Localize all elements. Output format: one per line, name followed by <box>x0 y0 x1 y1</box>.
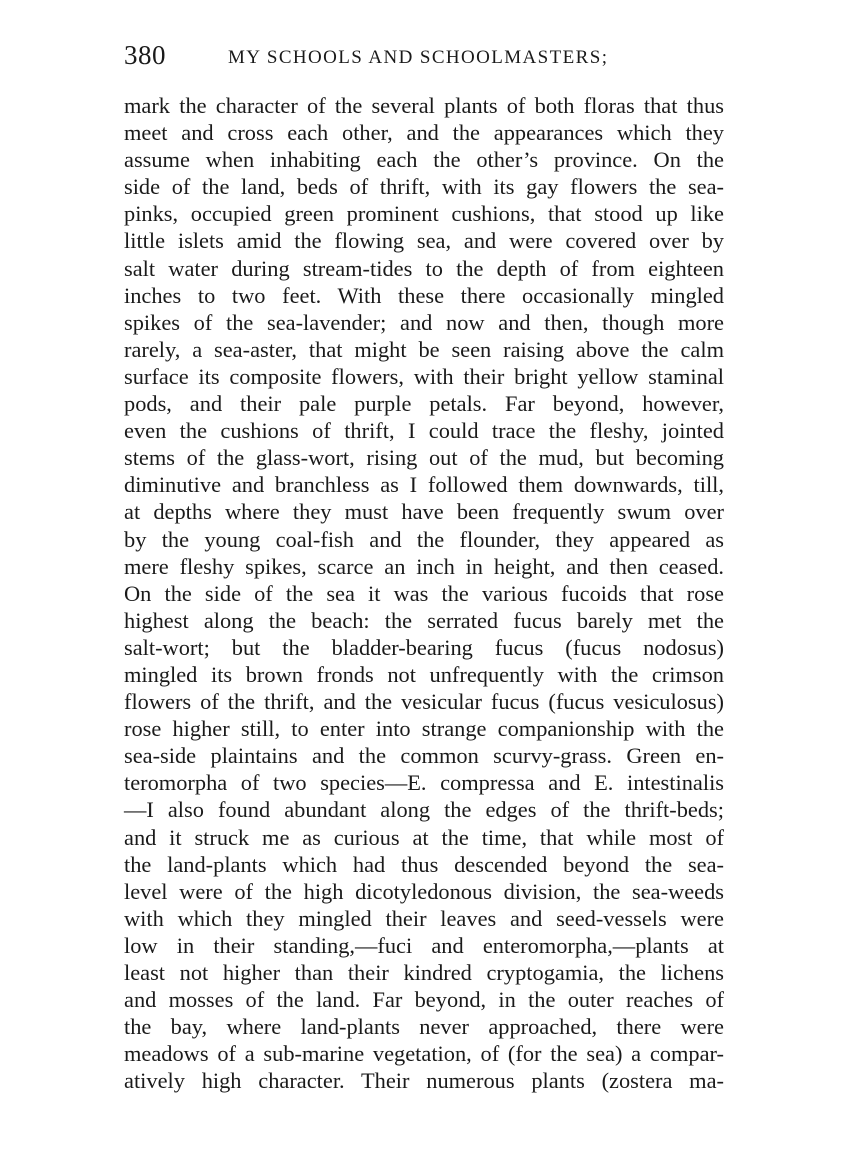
text-line: with which they mingled their leaves and seed-vessels were <box>124 905 724 931</box>
text-line: mere fleshy spikes, scarce an inch in height, and then ceased. <box>124 553 724 579</box>
text-line: by the young coal-fish and the flounder, they appeared as <box>124 526 724 552</box>
text-line: low in their standing,—fuci and enteromorpha,—plants at <box>124 932 724 958</box>
text-line: surface its composite flowers, with their bright yellow staminal <box>124 363 724 389</box>
text-line: rarely, a sea-aster, that might be seen raising above the calm <box>124 336 724 362</box>
text-line: and it struck me as curious at the time, that while most of <box>124 824 724 850</box>
running-title: MY SCHOOLS AND SCHOOLMASTERS; <box>228 47 609 68</box>
text-line: level were of the high dicotyledonous division, the sea-weeds <box>124 878 724 904</box>
running-head <box>124 40 724 74</box>
text-line: On the side of the sea it was the various fucoids that rose <box>124 580 724 606</box>
text-line: diminutive and branchless as I followed them downwards, till, <box>124 472 724 498</box>
text-line: —I also found abundant along the edges of the thrift-beds; <box>124 797 724 823</box>
text-line: assume when inhabiting each the other’s province. On the <box>124 147 724 173</box>
text-line: meet and cross each other, and the appearances which they <box>124 120 724 146</box>
text-line: salt-wort; but the bladder-bearing fucus (fucus nodosus) <box>124 634 724 660</box>
text-line: atively high character. Their numerous plants (zostera ma- <box>124 1068 724 1094</box>
text-line: the bay, where land-plants never approached, there were <box>124 1014 724 1040</box>
text-line: pods, and their pale purple petals. Far beyond, however, <box>124 391 724 417</box>
text-line: at depths where they must have been frequently swum over <box>124 499 724 525</box>
text-line: spikes of the sea-lavender; and now and then, though more <box>124 309 724 335</box>
text-line: and mosses of the land. Far beyond, in the outer reaches of <box>124 987 724 1013</box>
text-line: even the cushions of thrift, I could trace the fleshy, jointed <box>124 418 724 444</box>
text-line: flowers of the thrift, and the vesicular fucus (fucus vesiculosus) <box>124 689 724 715</box>
text-line: stems of the glass-wort, rising out of the mud, but becoming <box>124 445 724 471</box>
text-line: salt water during stream-tides to the depth of from eighteen <box>124 255 724 281</box>
text-line: little islets amid the flowing sea, and were covered over by <box>124 228 724 254</box>
text-line: inches to two feet. With these there occasionally mingled <box>124 282 724 308</box>
text-line: mingled its brown fronds not unfrequently with the crimson <box>124 661 724 687</box>
text-line: meadows of a sub-marine vegetation, of (for the sea) a compar- <box>124 1041 724 1067</box>
text-line: side of the land, beds of thrift, with its gay flowers the sea- <box>124 174 724 200</box>
text-line: mark the character of the several plants of both floras that thus <box>124 93 724 118</box>
page-number: 380 <box>124 40 166 70</box>
text-line: the land-plants which had thus descended beyond the sea- <box>124 851 724 877</box>
text-line: rose higher still, to enter into strange companionship with the <box>124 716 724 742</box>
text-line: highest along the beach: the serrated fucus barely met the <box>124 607 724 633</box>
text-line: sea-side plaintains and the common scurvy-grass. Green en- <box>124 743 724 769</box>
text-line: teromorpha of two species—E. compressa and E. intestinalis <box>124 770 724 796</box>
body-text <box>124 92 724 1094</box>
text-line: pinks, occupied green prominent cushions, that stood up like <box>124 201 724 227</box>
text-line: least not higher than their kindred cryptogamia, the lichens <box>124 960 724 985</box>
